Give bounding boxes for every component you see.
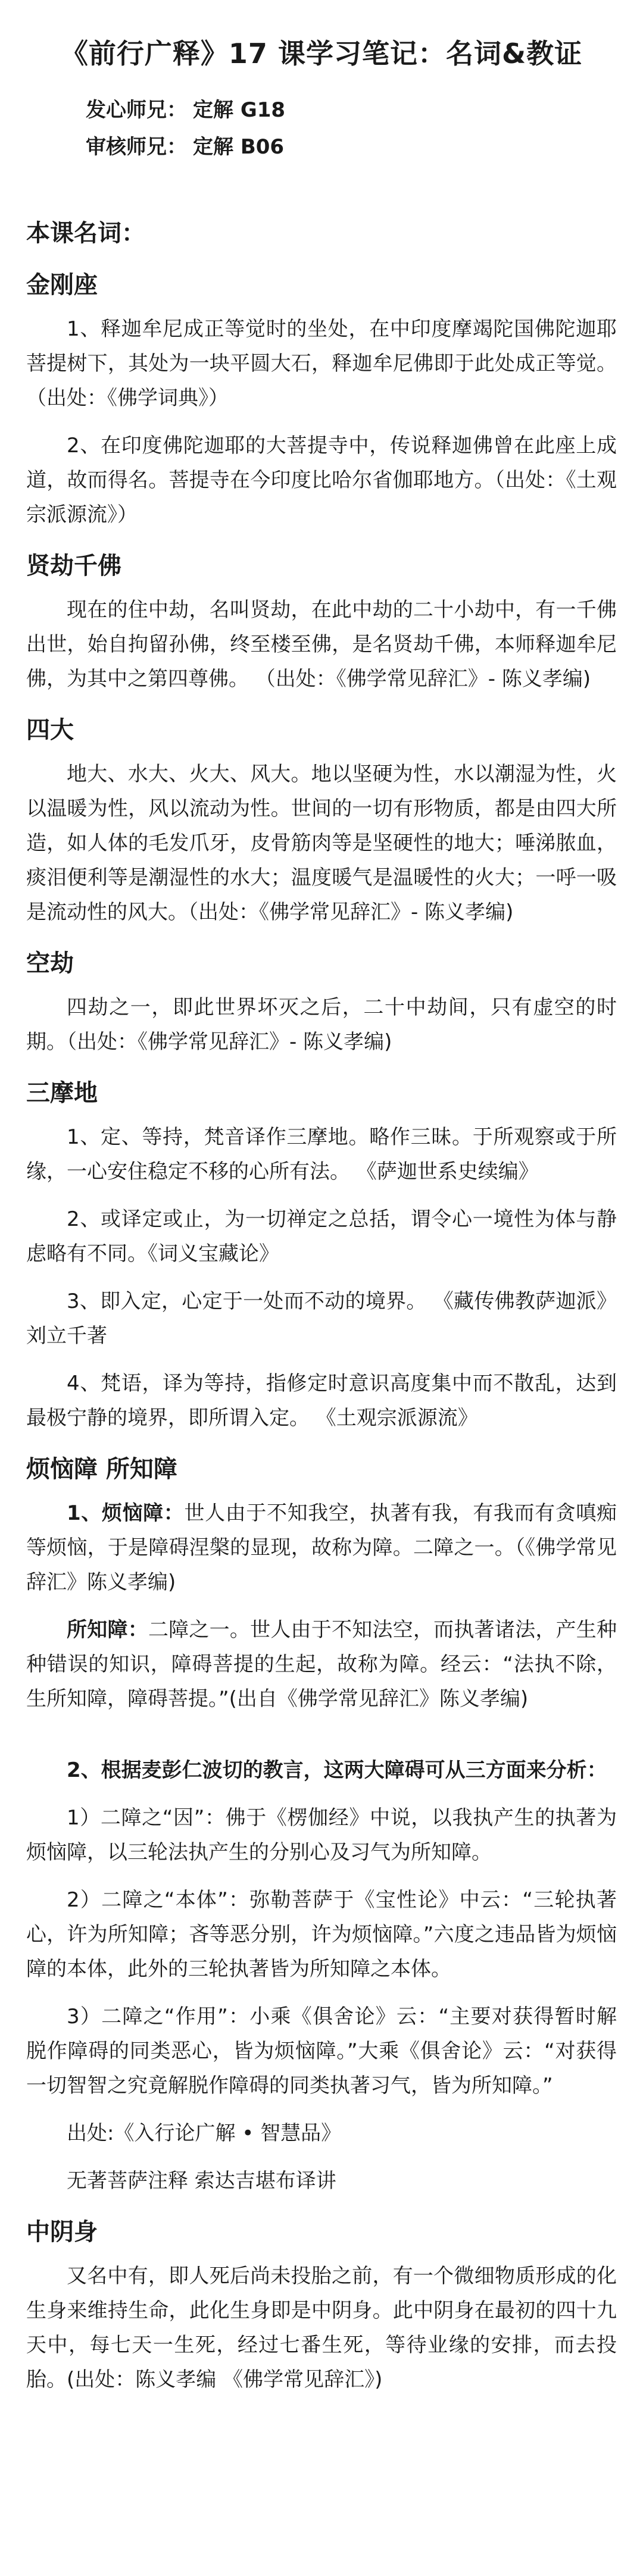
meta-author-value: 定解 G18 [193,98,286,122]
term-section [26,268,617,532]
paragraph-text: 又名中有，即人死后尚未投胎之前，有一个微细物质形成的化生身来维持生命，此化生身即是中阴身。此中阴身在最初的四十九天中，每七天一生死，经过七番生死，等待业缘的安排，而去投胎。(出处：陈义孝编 《佛学常见辞汇》) [26,2264,617,2392]
paragraph-text: 出处:《入行论广解 • 智慧品》 [67,2121,342,2145]
paragraph-text: 2、在印度佛陀迦耶的大菩提寺中，传说释迦佛曾在此座上成道，故而得名。菩提寺在今印度比哈尔省伽耶地方。（出处：《土观宗派源流》） [26,434,617,527]
paragraph-text: 地大、水大、火大、风大。地以坚硬为性，水以潮湿为性，火以温暖为性，风以流动为性。世间的一切有形物质，都是由四大所造，如人体的毛发爪牙，皮骨筋肉等是坚硬性的地大；唾涕脓血，痰泪便利等是潮湿性的水大；温度暖气是温暖性的火大；一呼一吸是流动性的风大。（出处：《佛学常见辞汇》- 陈义孝编) [26,762,617,924]
term-paragraph [26,1366,617,1435]
term-heading: 三摩地 [26,1079,98,1107]
term-paragraph [26,1202,617,1271]
paragraph-text: 世人由于不知我空，执著有我，有我而有贪嗔痴等烦恼，于是障碍涅槃的显现，故称为障。二障之一。（《佛学常见辞汇》陈义孝编) [26,1501,617,1594]
meta-reviewer-value: 定解 B06 [193,135,285,159]
term-paragraph [26,1999,617,2103]
term-paragraph [26,1753,617,1788]
meta-reviewer [26,132,617,162]
term-heading: 金刚座 [26,271,98,299]
meta-author-label: 发心师兄： [86,98,187,122]
term-paragraph [26,2116,617,2151]
meta-spacer [26,169,617,215]
term-paragraph [26,312,617,415]
paragraph-lead: 1、烦恼障： [67,1501,185,1525]
term-heading: 中阴身 [26,2218,98,2246]
paragraph-text: 3）二障之“作用”：小乘《俱舍论》云：“主要对获得暂时解脱作障碍的同类恶心，皆为烦恼障。”大乘《俱舍论》云：“对获得一切智智之究竟解脱作障碍的同类执著习气，皆为所知障。” [26,2005,617,2098]
paragraph-text: 4、梵语，译为等持，指修定时意识高度集中而不散乱，达到最极宁静的境界，即所谓入定。 《土观宗派源流》 [26,1372,617,1430]
term-heading: 贤劫千佛 [26,552,121,580]
term-heading: 空劫 [26,950,74,977]
term-paragraph [26,593,617,696]
paragraph-text: 1、释迦牟尼成正等觉时的坐处，在中印度摩竭陀国佛陀迦耶菩提树下，其处为一块平圆大石，释迦牟尼佛即于此处成正等觉。 （出处：《佛学词典》） [26,317,617,410]
term-section [26,2215,617,2397]
paragraph-text: 2）二障之“本体”：弥勒菩萨于《宝性论》中云：“三轮执著心，许为所知障；吝等恶分别，许为烦恼障。”六度之违品皆为烦恼障的本体，此外的三轮执著皆为所知障之本体。 [26,1888,617,1981]
meta-reviewer-label: 审核师兄： [86,135,187,159]
paragraph-spacer [26,1729,617,1753]
term-paragraph [26,1883,617,1986]
paragraph-text: 2、根据麦彭仁波切的教言，这两大障碍可从三方面来分析： [67,1758,607,1782]
term-section [26,1452,617,2198]
term-heading: 四大 [26,716,74,744]
paragraph-text: 无著菩萨注释 索达吉堪布译讲 [67,2169,336,2193]
paragraph-text: 1）二障之“因”：佛于《楞伽经》中说，以我执产生的执著为烦恼障，以三轮法执产生的分别心及习气为所知障。 [26,1806,617,1864]
term-paragraph [26,1613,617,1716]
term-paragraph [26,1120,617,1189]
paragraph-text: 1、定、等持，梵音译作三摩地。略作三昧。于所观察或于所缘，一心安住稳定不移的心所有法。 《萨迦世系史续编》 [26,1125,617,1184]
page-title: 《前行广释》17 课学习笔记：名词&教证 [60,37,583,70]
paragraph-text: 2、或译定或止，为一切禅定之总括，谓令心一境性为体与静虑略有不同。《词义宝藏论》 [26,1207,617,1266]
paragraph-text: 现在的住中劫，名叫贤劫，在此中劫的二十小劫中，有一千佛出世，始自拘留孙佛，终至楼至佛，是名贤劫千佛，本师释迦牟尼佛，为其中之第四尊佛。 （出处：《佛学常见辞汇》- 陈义孝编) [26,598,617,691]
term-paragraph [26,2164,617,2198]
term-section [26,713,617,929]
term-paragraph [26,2259,617,2397]
term-section [26,1076,617,1435]
term-heading: 烦恼障 所知障 [26,1456,177,1483]
meta-author [26,95,617,125]
term-paragraph [26,428,617,532]
term-paragraph [26,1801,617,1870]
paragraph-lead: 所知障： [67,1618,148,1642]
term-paragraph [26,1284,617,1353]
paragraph-text: 3、即入定，心定于一处而不动的境界。 《藏传佛教萨迦派》刘立千著 [26,1289,617,1348]
term-section [26,549,617,696]
term-paragraph [26,1496,617,1600]
term-section [26,946,617,1059]
term-paragraph [26,990,617,1059]
terms-list [26,268,617,2397]
term-paragraph [26,757,617,929]
paragraph-text: 二障之一。世人由于不知法空，而执著诸法，产生种种错误的知识，障碍菩提的生起，故称为障。经云：“法执不除，生所知障，障碍菩提。”(出自《佛学常见辞汇》陈义孝编) [26,1618,617,1711]
paragraph-text: 四劫之一，即此世界坏灭之后，二十中劫间，只有虚空的时期。（出处：《佛学常见辞汇》- 陈义孝编) [26,996,617,1054]
section-heading: 本课名词： [26,220,145,247]
